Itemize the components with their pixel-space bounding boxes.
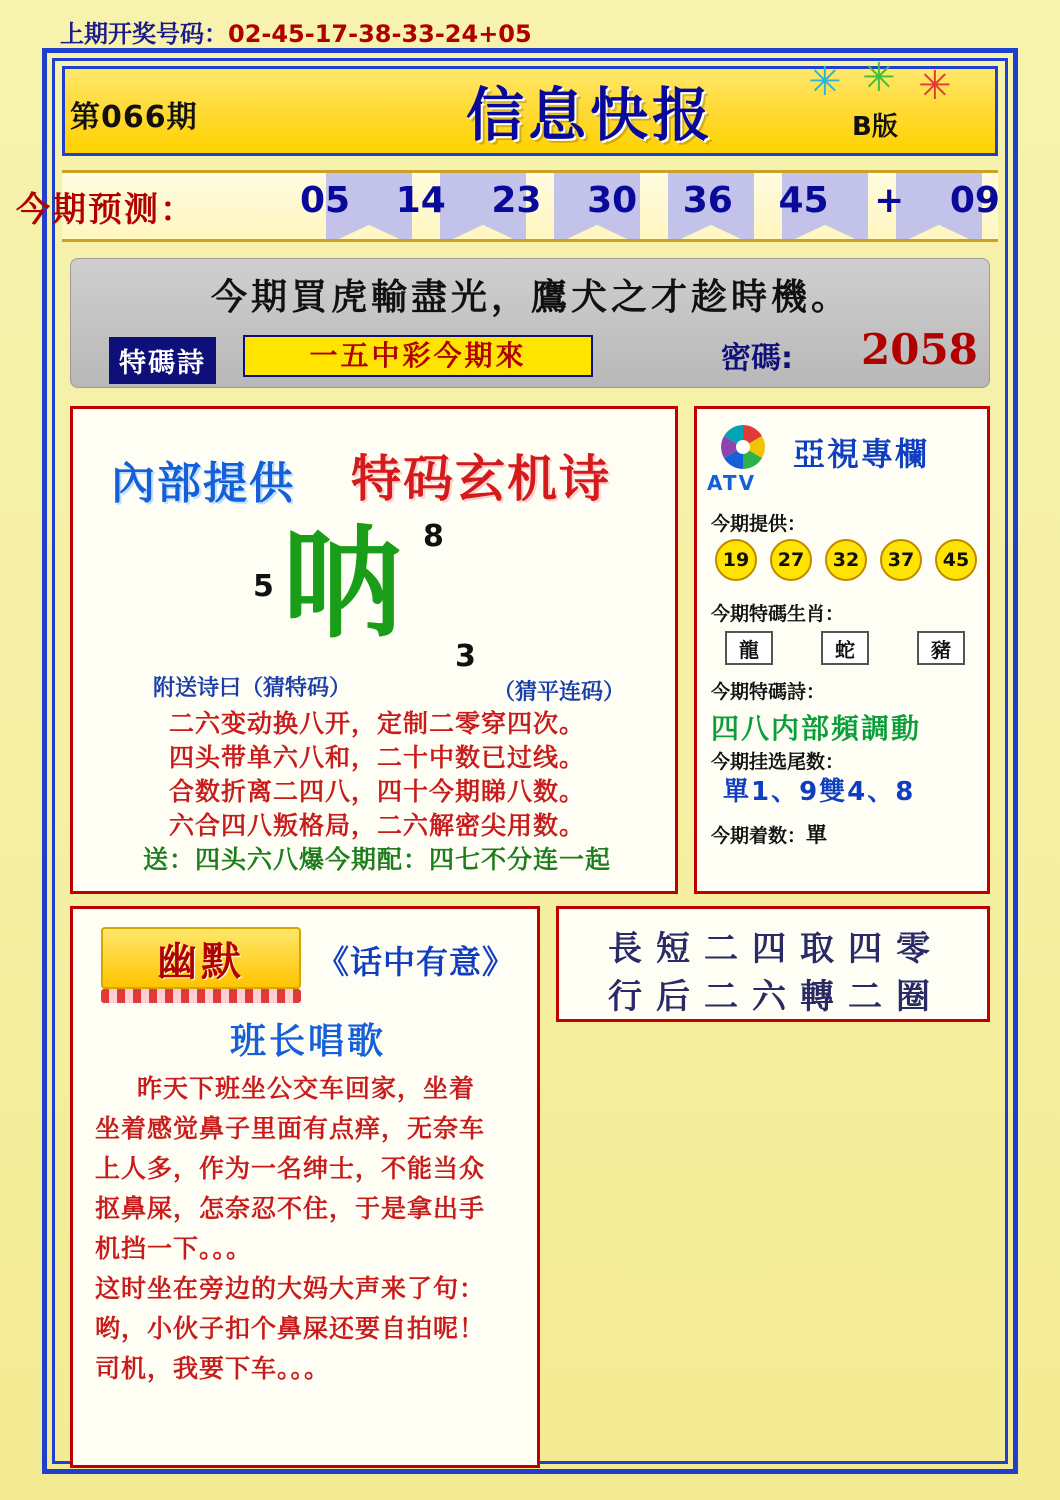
story-line: 坐着感觉鼻子里面有点痒，无奈车	[95, 1114, 486, 1143]
page-title: 信息快报	[465, 81, 714, 149]
secret-poem-panel	[70, 406, 678, 894]
atv-zodiac-label: 今期特碼生肖：	[711, 603, 845, 625]
last-draw-row	[60, 14, 532, 49]
prediction-label: 今期预测：	[16, 190, 196, 230]
poem-subtitle-left: 附送诗曰（猜特码）	[153, 676, 352, 701]
atv-ball: 27	[770, 539, 812, 581]
poem-line: 四头带单六八和，二十中数已过线。	[168, 743, 585, 772]
poem-line: 合数折离二四八，四十今期睇八数。	[168, 777, 585, 806]
prediction-number: 30	[587, 180, 638, 221]
code-value: 2058	[861, 325, 978, 374]
corner-number-right: 3	[455, 639, 476, 674]
atv-column-title: 亞視專欄	[793, 435, 930, 473]
atv-logo-icon	[711, 421, 775, 477]
atv-zodiac: 蛇	[821, 631, 869, 665]
atv-poem: 四八内部頻調動	[711, 712, 922, 745]
couplet-panel	[556, 906, 990, 1022]
poem-subtitle-right: （猜平连码）	[493, 680, 626, 705]
code-label: 密碼:	[721, 341, 793, 376]
humor-panel	[70, 906, 540, 1468]
atv-poem-label: 今期特碼詩：	[711, 681, 826, 703]
couplet-line: 長短二四取四零	[608, 929, 944, 969]
last-draw-label: 上期开奖号码：	[60, 20, 228, 48]
story-line: 哟，小伙子扣个鼻屎还要自拍呢！	[95, 1314, 486, 1343]
couplet-line: 行后二六轉二圈	[608, 977, 944, 1017]
atv-provide-label: 今期提供：	[711, 513, 807, 535]
atv-ball: 37	[880, 539, 922, 581]
story-line: 司机，我要下车。。。	[95, 1354, 331, 1383]
corner-number-top: 8	[423, 519, 444, 554]
atv-ball-list	[715, 539, 977, 581]
poem-bonus-line: 送：四头六八爆今期配：四七不分连一起	[142, 845, 611, 874]
poem-lines	[73, 707, 681, 877]
atv-logo-text: ATV	[707, 471, 757, 495]
atv-zodiac: 龍	[725, 631, 773, 665]
last-draw-numbers: 02-45-17-38-33-24+05	[228, 20, 532, 48]
big-character: 呐	[283, 514, 403, 655]
atv-zodiac-list	[725, 631, 965, 665]
edition-badge: B版	[852, 112, 898, 142]
prediction-number: 45	[778, 180, 829, 221]
atv-tails-label: 今期挂选尾数：	[711, 751, 845, 773]
secret-poem-heading: 特码玄机诗	[351, 450, 611, 508]
prediction-number: 05	[300, 180, 351, 221]
prediction-number: 14	[395, 180, 446, 221]
special-poem-label: 特碼詩	[109, 337, 216, 384]
poem-line: 六合四八叛格局，二六解密尖用数。	[168, 811, 585, 840]
story-line: 机挡一下。。。	[95, 1234, 253, 1263]
inside-supply-heading: 內部提供	[111, 458, 295, 509]
prediction-number: 36	[682, 180, 733, 221]
humor-story	[95, 1069, 525, 1389]
story-line: 昨天下班坐公交车回家，坐着	[137, 1074, 476, 1103]
prediction-numbers	[300, 180, 1000, 221]
star-icon: ✳	[862, 55, 896, 101]
atv-ball: 19	[715, 539, 757, 581]
story-line: 抠鼻屎，怎奈忍不住，于是拿出手	[95, 1194, 486, 1223]
special-poem-text: 一五中彩今期來	[243, 335, 593, 377]
star-icon: ✳	[918, 63, 952, 109]
corner-number-left: 5	[253, 569, 274, 604]
atv-zhaoshu-row	[711, 819, 827, 849]
star-icon: ✳	[808, 59, 842, 105]
prediction-plus: +	[874, 180, 905, 221]
atv-tails-value: 單1、9雙4、8	[723, 777, 916, 807]
atv-zhaoshu-value: 單	[806, 823, 828, 847]
atv-ball: 45	[935, 539, 977, 581]
humor-badge: 幽默	[101, 927, 301, 989]
story-line: 这时坐在旁边的大妈大声来了句：	[95, 1274, 486, 1303]
atv-panel	[694, 406, 990, 894]
humor-title: 班长唱歌	[229, 1021, 386, 1062]
humor-subtitle: 《话中有意》	[317, 943, 516, 981]
atv-ball: 32	[825, 539, 867, 581]
verse-box	[70, 258, 990, 388]
prediction-number: 23	[491, 180, 542, 221]
main-verse: 今期買虎輸盡光，鷹犬之才趁時機。	[210, 276, 851, 318]
prediction-special-number: 09	[949, 180, 1000, 221]
poem-line: 二六变动换八开，定制二零穿四次。	[168, 709, 585, 738]
atv-zhaoshu-label: 今期着数：	[711, 825, 807, 847]
humor-badge-decoration	[101, 989, 301, 1003]
issue-number: 第066期	[70, 100, 198, 135]
atv-zodiac: 豬	[917, 631, 965, 665]
story-line: 上人多，作为一名绅士，不能当众	[95, 1154, 486, 1183]
